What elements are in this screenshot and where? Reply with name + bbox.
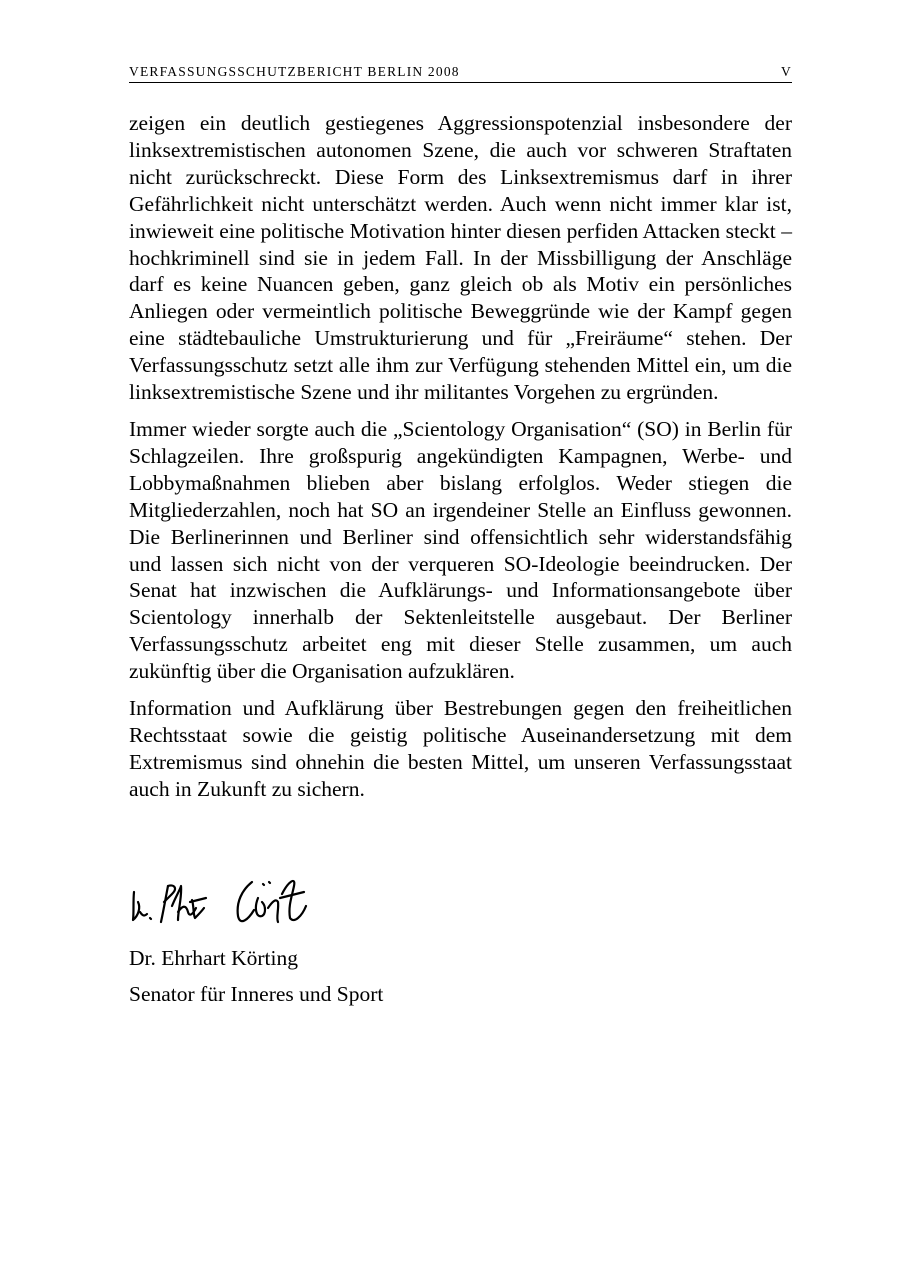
running-header — [129, 62, 792, 83]
handwritten-signature — [126, 872, 311, 934]
paragraph-left-extremism: zeigen ein deutlich gestiegenes Aggressionspotenzial insbesondere der linksextremistischen autonomen Szene, die auch vor schweren Straftaten nicht zurückschreckt. Diese Form des Linksextremismus darf in ihrer Gefährlichkeit nicht unterschätzt werden. Auch wenn nicht immer klar ist, inwieweit eine politische Motivation hinter diesen perfiden Attacken steckt – hochkriminell sind sie in jedem Fall. In der Missbilligung der Anschläge darf es keine Nuancen geben, ganz gleich ob als Motiv ein persönliches Anliegen oder vermeintlich politische Beweggründe wie der Kampf gegen eine städtebauliche Umstrukturierung und für „Freiräume“ stehen. Der Verfassungsschutz setzt alle ihm zur Verfügung stehenden Mittel ein, um die linksextremistische Szene und ihr militantes Vorgehen zu ergründen. — [129, 111, 792, 405]
report-title: VERFASSUNGSSCHUTZBERICHT BERLIN 2008 — [129, 64, 460, 79]
signature-drawing — [126, 872, 311, 934]
paragraph-scientology: Immer wieder sorgte auch die „Scientology Organisation“ (SO) in Berlin für Schlagzeilen. Ihre großspurig angekündigten Kampagnen, Werbe- und Lobbymaßnahmen blieben aber bislang erfolglos. Weder stiegen die Mitgliederzahlen, noch hat SO an irgendeiner Stelle an Einfluss gewonnen. Die Berlinerinnen und Berliner sind offensichtlich sehr widerstandsfähig und lassen sich nicht von der verqueren SO-Ideologie beeindrucken. Der Senat hat inzwischen die Aufklärungs- und Informationsangebote über Scientology innerhalb der Sektenleitstelle ausgebaut. Der Berliner Verfassungsschutz arbeitet eng mit dieser Stelle zusammen, um auch zukünftig über die Organisation aufzuklären. — [129, 416, 792, 684]
page-number: V — [781, 64, 792, 79]
signatory-role: Senator für Inneres und Sport — [129, 982, 384, 1006]
signatory-name: Dr. Ehrhart Körting — [129, 946, 298, 970]
paragraph-conclusion: Information und Aufklärung über Bestrebungen gegen den freiheitlichen Rechtsstaat sowie die geistig politische Auseinandersetzung mit dem Extremismus sind ohnehin die besten Mittel, um unseren Verfassungsstaat auch in Zukunft zu sichern. — [129, 696, 792, 801]
body-text — [129, 110, 792, 813]
signatory-block — [129, 940, 629, 1012]
